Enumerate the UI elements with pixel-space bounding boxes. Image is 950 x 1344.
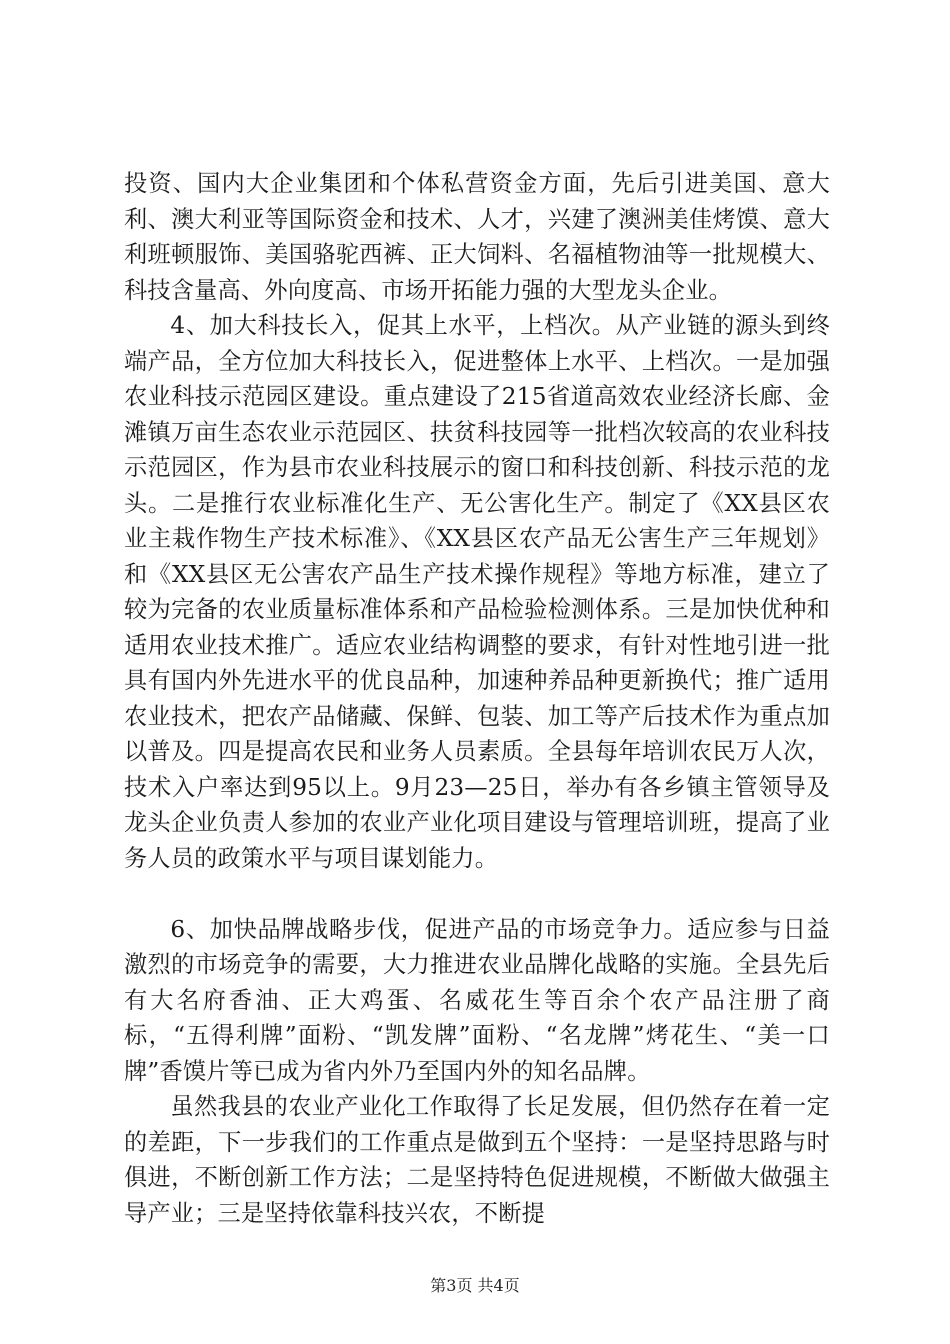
- paragraph-continued: 投资、国内大企业集团和个体私营资金方面，先后引进美国、意大利、澳大利亚等国际资金和技术、人才，兴建了澳洲美佳烤馍、意大利班顿服饰、美国骆驼西裤、正大饲料、名福植物油等一批规模大、科技含量高、外向度高、市场开拓能力强的大型龙头企业。: [124, 170, 830, 304]
- document-body: [124, 166, 830, 1231]
- paragraph-next-steps: 虽然我县的农业产业化工作取得了长足发展，但仍然存在着一定的差距，下一步我们的工作重点是做到五个坚持：一是坚持思路与时俱进，不断创新工作方法；二是坚持特色促进规模，不断做大做强主导产业；三是坚持依靠科技兴农，不断提: [124, 1093, 830, 1227]
- paragraph-brand-strategy: 6、加快品牌战略步伐，促进产品的市场竞争力。适应参与日益激烈的市场竞争的需要，大力推进农业品牌化战略的实施。全县先后有大名府香油、正大鸡蛋、名威花生等百余个农产品注册了商标，“五得利牌”面粉、“凯发牌”面粉、“名龙牌”烤花生、“美一口牌”香馍片等已成为省内外乃至国内外的知名品牌。: [124, 915, 830, 1085]
- paragraph-gap: [124, 876, 830, 912]
- paragraph-technology-investment: 4、加大科技长入，促其上水平，上档次。从产业链的源头到终端产品，全方位加大科技长入，促进整体上水平、上档次。一是加强农业科技示范园区建设。重点建设了215省道高效农业经济长廊、金滩镇万亩生态农业示范园区、扶贫科技园等一批档次较高的农业科技示范园区，作为县市农业科技展示的窗口和科技创新、科技示范的龙头。二是推行农业标准化生产、无公害化生产。制定了《XX县区农业主栽作物生产技术标准》、《XX县区农产品无公害生产三年规划》和《XX县区无公害农产品生产技术操作规程》等地方标准，建立了较为完备的农业质量标准体系和产品检验检测体系。三是加快优种和适用农业技术推广。适应农业结构调整的要求，有针对性地引进一批具有国内外先进水平的优良品种，加速种养品种更新换代；推广适用农业技术，把农产品储藏、保鲜、包装、加工等产后技术作为重点加以普及。四是提高农民和业务人员素质。全县每年培训农民万人次，技术入户率达到95以上。9月23—25日，举办有各乡镇主管领导及龙头企业负责人参加的农业产业化项目建设与管理培训班，提高了业务人员的政策水平与项目谋划能力。: [124, 312, 830, 872]
- page-number-footer: 第3页 共4页: [430, 1276, 520, 1295]
